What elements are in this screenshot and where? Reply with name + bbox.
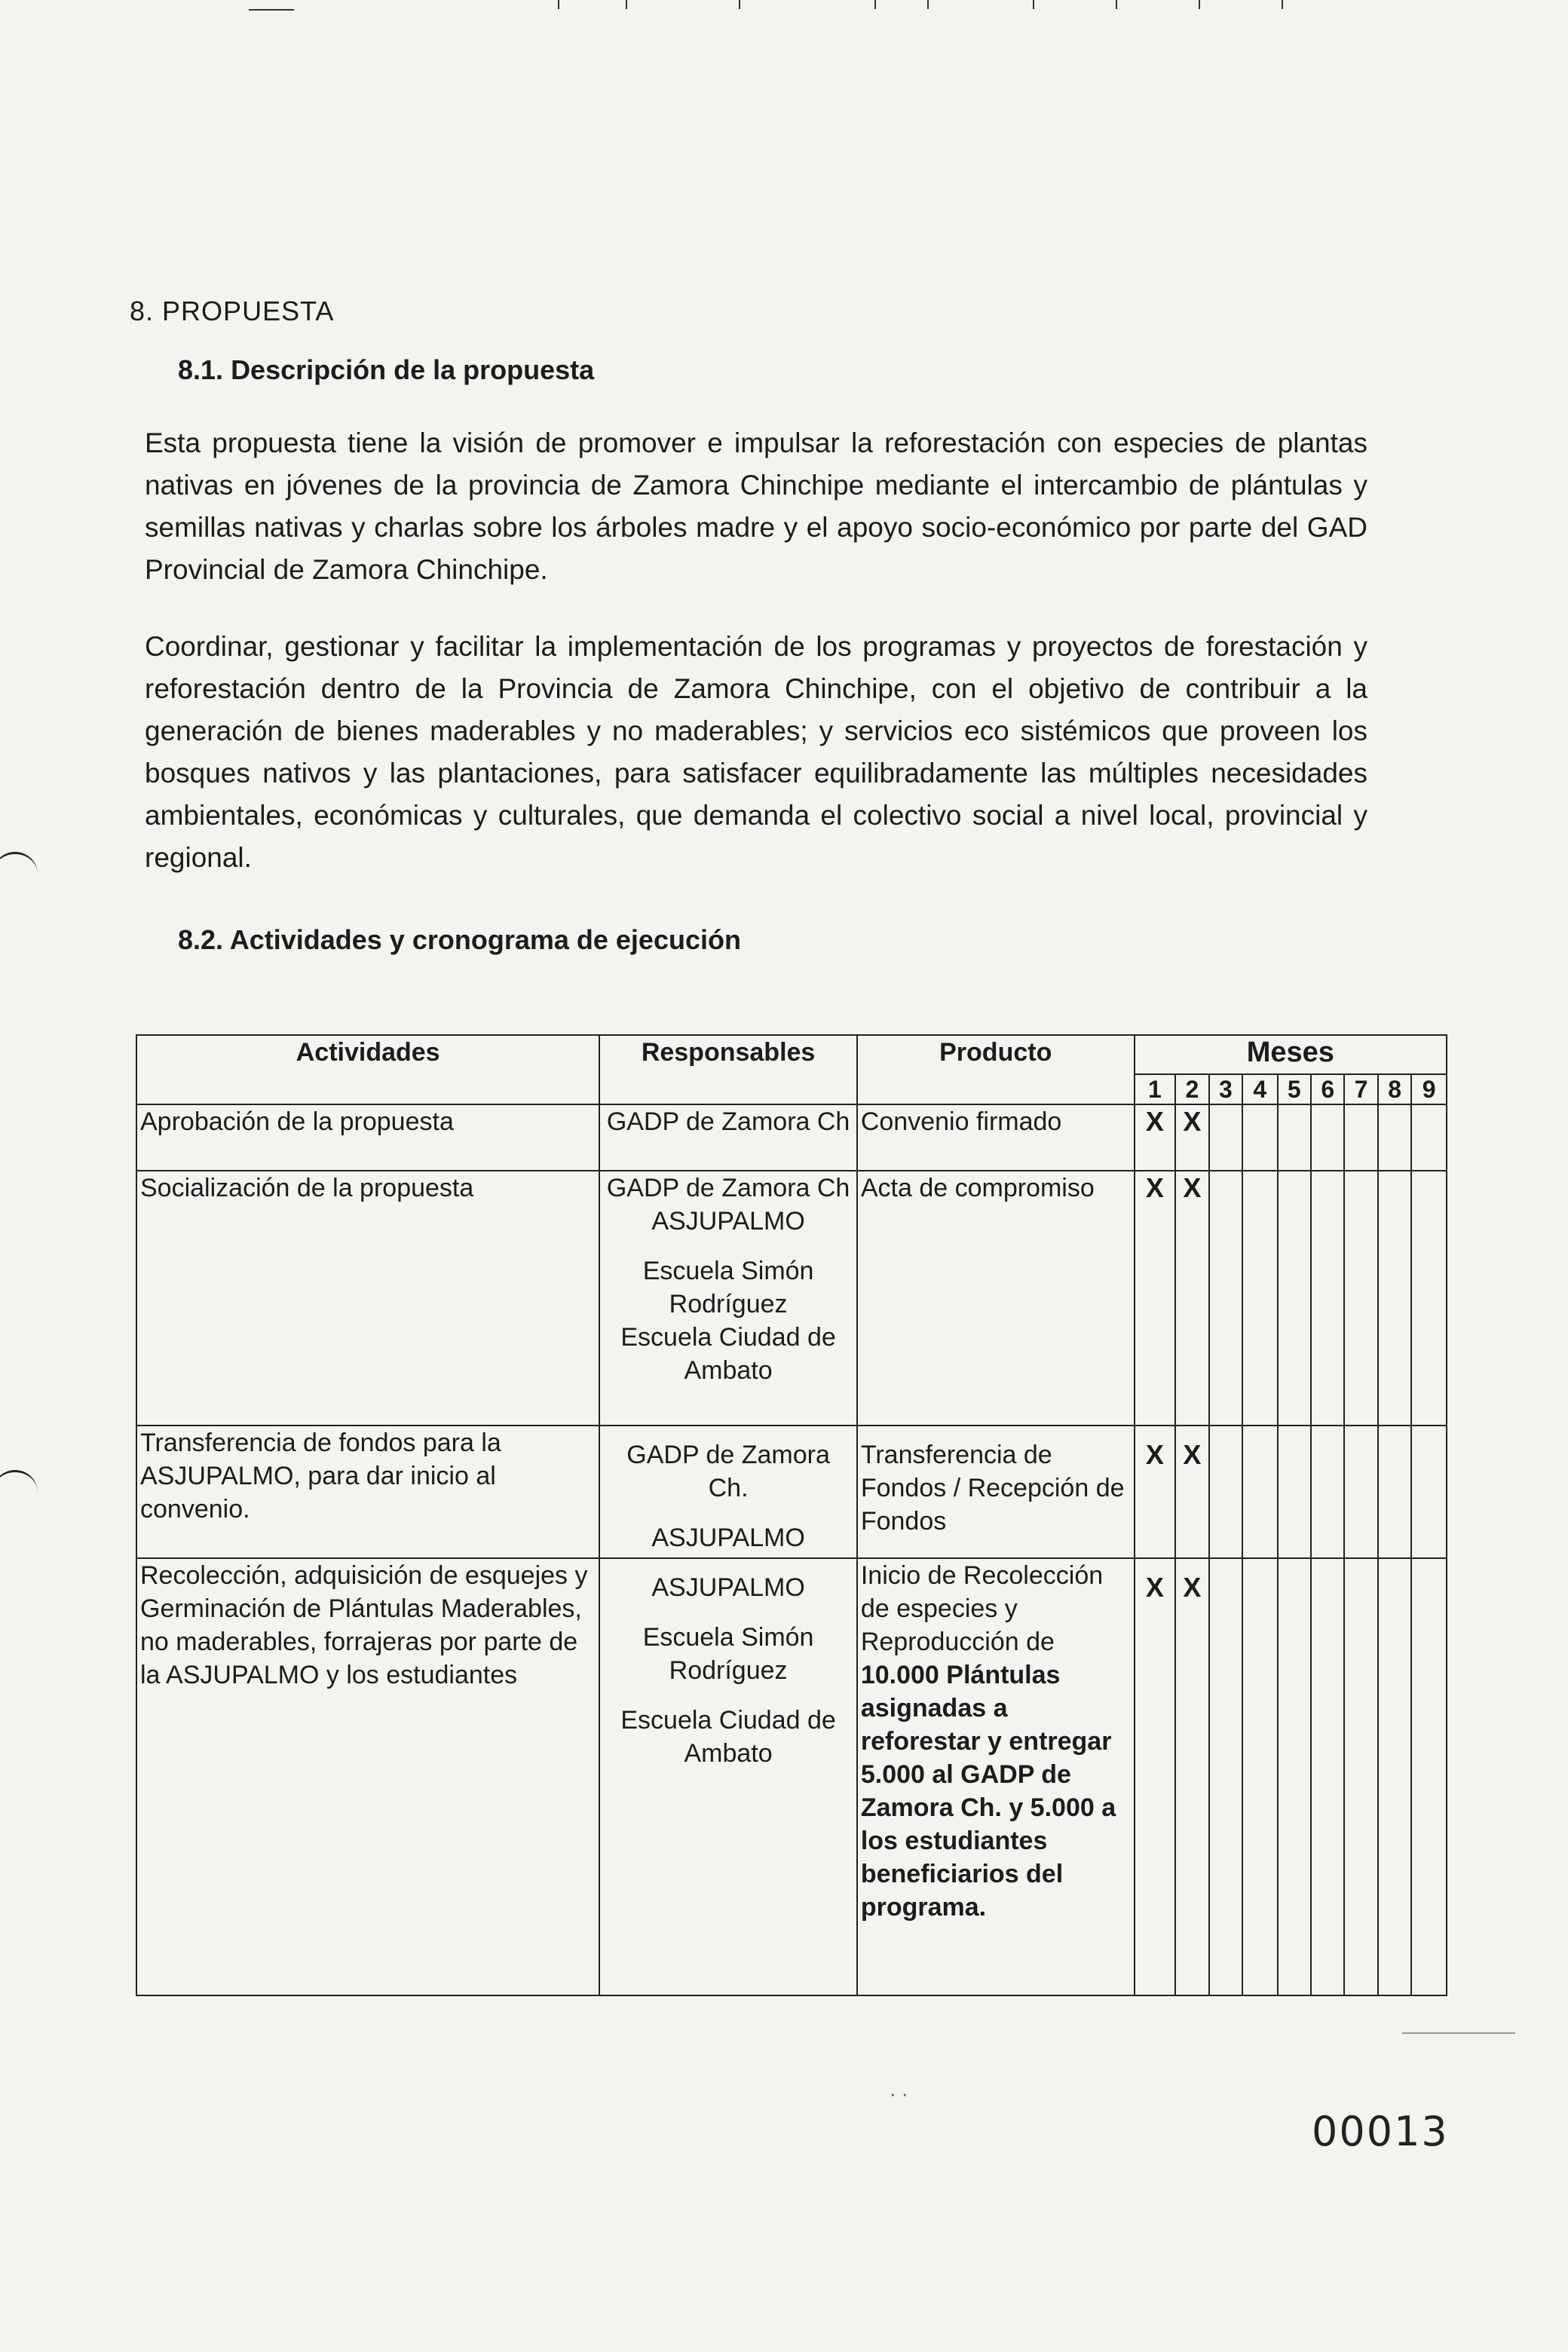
month-mark (1242, 1558, 1277, 1995)
month-number: 6 (1311, 1074, 1344, 1104)
header-activities: Actividades (136, 1035, 599, 1104)
activity-cell: Aprobación de la propuesta (136, 1104, 599, 1171)
month-mark (1344, 1426, 1377, 1558)
month-mark (1378, 1558, 1411, 1995)
month-mark (1378, 1171, 1411, 1426)
header-responsible: Responsables (599, 1035, 857, 1104)
scan-edge-mark-left-2 (0, 1470, 38, 1495)
month-mark (1242, 1426, 1277, 1558)
activity-cell: Recolección, adquisición de esquejes y Germinación de Plántulas Maderables, no maderables, forrajeras por parte de la ASJUPALMO y los estudiantes (136, 1558, 599, 1995)
responsible-entry: ASJUPALMO (651, 1524, 805, 1552)
month-mark (1209, 1558, 1242, 1995)
header-product: Producto (857, 1035, 1135, 1104)
product-cell (857, 1558, 1135, 1995)
responsible-entry: Escuela Ciudad de Ambato (620, 1323, 836, 1385)
month-mark (1344, 1104, 1377, 1171)
month-mark: X (1175, 1426, 1208, 1558)
subsection-title: Descripción de la propuesta (231, 354, 595, 385)
responsible-entry: GADP de Zamora Ch. (626, 1441, 830, 1502)
product-cell: Convenio firmado (857, 1104, 1135, 1171)
month-mark (1311, 1104, 1344, 1171)
month-mark (1378, 1104, 1411, 1171)
month-mark: X (1135, 1426, 1176, 1558)
month-mark (1209, 1104, 1242, 1171)
month-mark (1411, 1426, 1447, 1558)
month-number: 2 (1175, 1074, 1208, 1104)
activity-cell: Transferencia de fondos para la ASJUPALMO, para dar inicio al convenio. (136, 1426, 599, 1558)
month-mark (1411, 1104, 1447, 1171)
month-mark (1311, 1558, 1344, 1995)
subsection-heading-description (178, 354, 594, 386)
subsection-heading-schedule (178, 924, 741, 956)
subsection-title: Actividades y cronograma de ejecución (229, 924, 741, 955)
month-mark (1344, 1558, 1377, 1995)
month-mark (1378, 1426, 1411, 1558)
month-mark: X (1135, 1104, 1176, 1171)
month-mark: X (1135, 1558, 1176, 1995)
divider (1402, 2032, 1515, 2034)
table-header-row (136, 1035, 1447, 1074)
table-row (136, 1171, 1447, 1426)
month-mark: X (1175, 1104, 1208, 1171)
page-number: 00013 (1312, 2108, 1449, 2155)
month-number: 9 (1411, 1074, 1447, 1104)
responsible-cell (599, 1558, 857, 1995)
subsection-number: 8.1. (178, 354, 224, 385)
responsible-entry: ASJUPALMO (651, 1573, 805, 1602)
paragraph: Coordinar, gestionar y facilitar la implementación de los programas y proyectos de forestación y reforestación dentro de la Provincia de Zamora Chinchipe, con el objetivo de contribuir a la generación de bienes maderables y no maderables; y servicios eco sistémicos que proveen los bosques nativos y las plantaciones, para satisfacer equilibradamente las múltiples necesidades ambientales, económicas y culturales, que demanda el colectivo social a nivel local, provincial y regional. (145, 631, 1367, 873)
month-mark (1411, 1558, 1447, 1995)
month-mark (1278, 1558, 1311, 1995)
responsible-cell (599, 1426, 857, 1558)
month-mark (1209, 1426, 1242, 1558)
responsible-entry: GADP de Zamora Ch (606, 1107, 850, 1136)
scan-speck: · · (890, 2082, 908, 2105)
month-mark (1278, 1426, 1311, 1558)
schedule-table (136, 1034, 1447, 1996)
section-number: 8. (130, 296, 155, 326)
month-mark (1278, 1104, 1311, 1171)
subsection-number: 8.2. (178, 924, 224, 955)
responsible-entry: GADP de Zamora Ch (606, 1174, 850, 1202)
month-mark (1311, 1426, 1344, 1558)
responsible-entry: ASJUPALMO (651, 1207, 805, 1236)
month-mark (1209, 1171, 1242, 1426)
responsible-entry: Escuela Simón Rodríguez (642, 1257, 814, 1318)
month-mark (1278, 1171, 1311, 1426)
activity-cell: Socialización de la propuesta (136, 1171, 599, 1426)
month-number: 7 (1344, 1074, 1377, 1104)
month-number: 8 (1378, 1074, 1411, 1104)
section-heading (130, 296, 334, 327)
responsible-cell (599, 1171, 857, 1426)
month-mark: X (1175, 1171, 1208, 1426)
month-mark (1411, 1171, 1447, 1426)
responsible-cell (599, 1104, 857, 1171)
responsible-entry: Escuela Ciudad de Ambato (620, 1706, 836, 1768)
product-text-bold: 10.000 Plántulas asignadas a reforestar y entregar 5.000 al GADP de Zamora Ch. y 5.000 a los estudiantes beneficiarios del programa. (860, 1661, 1116, 1922)
product-cell: Acta de compromiso (857, 1171, 1135, 1426)
header-months: Meses (1135, 1035, 1447, 1074)
month-number: 5 (1278, 1074, 1311, 1104)
responsible-entry: Escuela Simón Rodríguez (642, 1623, 814, 1685)
month-mark: X (1175, 1558, 1208, 1995)
paragraph: Esta propuesta tiene la visión de promover e impulsar la reforestación con especies de plantas nativas en jóvenes de la provincia de Zamora Chinchipe mediante el intercambio de plántulas y semillas nativas y charlas sobre los árboles madre y el apoyo socio-económico por parte del GAD Provincial de Zamora Chinchipe. (145, 427, 1367, 585)
table-row (136, 1558, 1447, 1995)
section-title: PROPUESTA (162, 296, 335, 326)
month-mark: X (1135, 1171, 1176, 1426)
month-mark (1311, 1171, 1344, 1426)
month-mark (1242, 1171, 1277, 1426)
table-row (136, 1426, 1447, 1558)
product-text: Inicio de Recolección de especies y Reproducción de (860, 1561, 1104, 1656)
scan-edge-marks (249, 0, 1289, 11)
product-cell: Transferencia de Fondos / Recepción de Fondos (857, 1426, 1135, 1558)
table-row (136, 1104, 1447, 1171)
month-number: 1 (1135, 1074, 1176, 1104)
month-number: 4 (1242, 1074, 1277, 1104)
month-mark (1344, 1171, 1377, 1426)
scan-edge-mark-left-1 (0, 852, 38, 877)
month-mark (1242, 1104, 1277, 1171)
month-number: 3 (1209, 1074, 1242, 1104)
